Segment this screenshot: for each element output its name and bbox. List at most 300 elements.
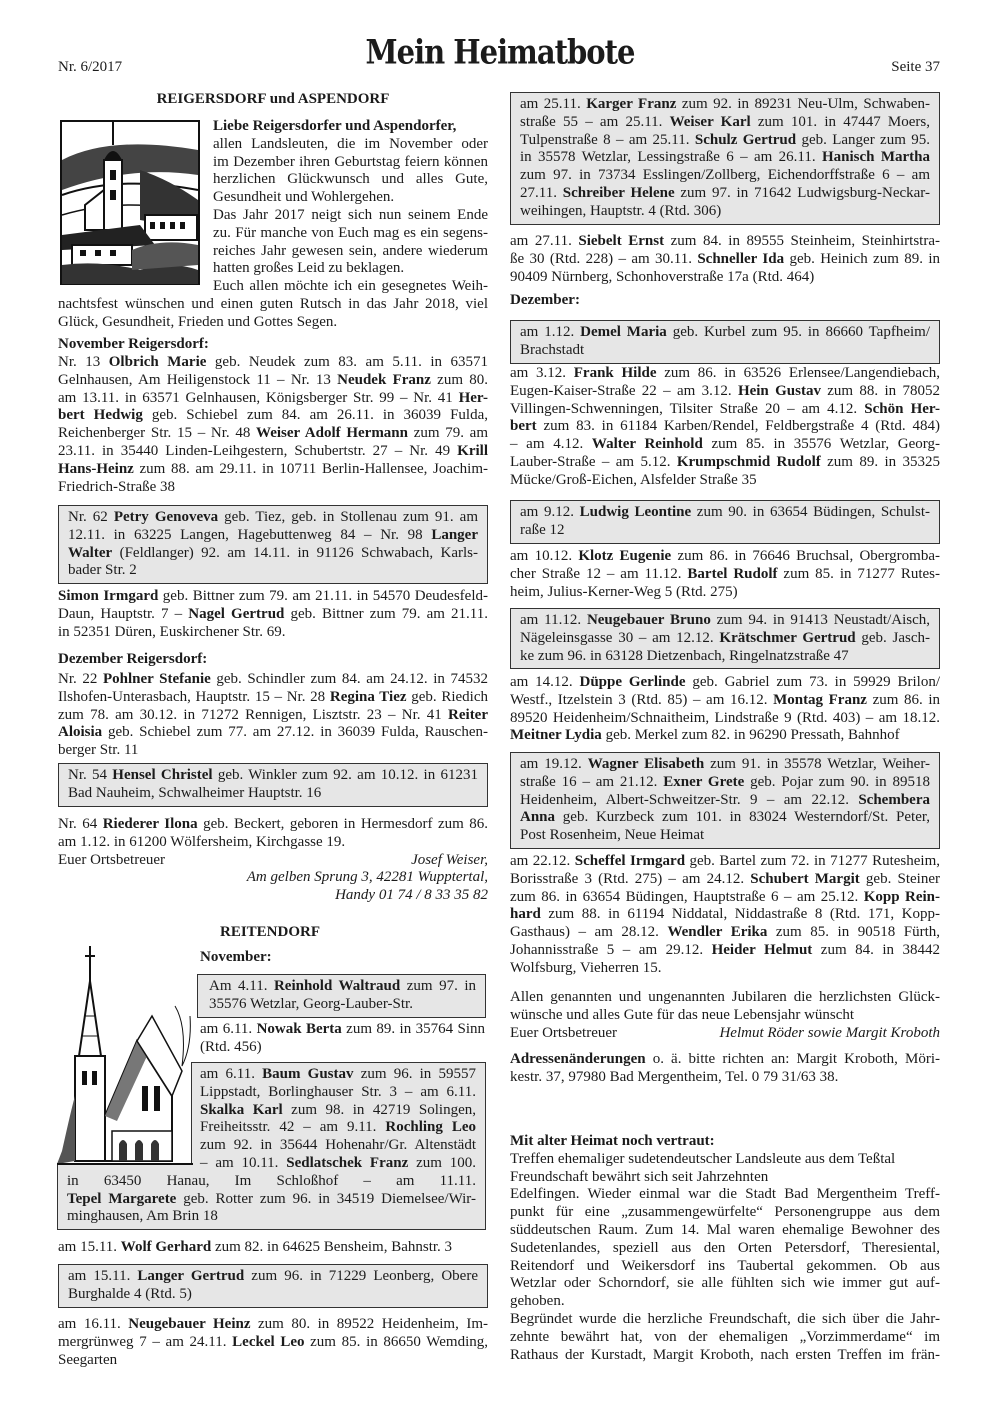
- person-name: Kopp Rein-: [863, 888, 940, 905]
- person-name: Rochling Leo: [385, 1119, 476, 1136]
- birthday-entry: [58, 1239, 488, 1257]
- text-line: [520, 827, 930, 845]
- highlight-box: [58, 505, 488, 584]
- text-line: [510, 365, 940, 383]
- text-segment: zum 91. in 35578 Wetzlar, Weiher-: [704, 756, 931, 772]
- person-name: Krätschmer Gertrud: [719, 629, 856, 646]
- text-segment: am 15.11.: [58, 1239, 121, 1255]
- text-segment: Eugen-Kaiser-Straße 22 – am 3.12.: [510, 382, 738, 399]
- village-illustration: [60, 120, 200, 285]
- paragraph: [520, 612, 930, 665]
- text-segment: 90409 Nürnberg, Schonhoverstraße 17a (Rtd. 464): [510, 268, 815, 285]
- text-segment: in 63450 Hanau, Im Schloßhof – am 11.11.: [67, 1172, 476, 1189]
- text-segment: am 22.12.: [510, 853, 575, 869]
- text-line: [510, 871, 940, 889]
- text-segment: am 6.11.: [200, 1021, 257, 1037]
- text-segment: geb. Tiez, geb. in Stollenau zum 91. am: [218, 509, 478, 525]
- text-segment: am 11.12.: [520, 612, 587, 628]
- text-line: [67, 1208, 476, 1226]
- text-segment: Reichenberger Str. 15 – Nr. 48: [58, 425, 257, 442]
- text-line: [520, 342, 930, 360]
- person-name: bert: [510, 418, 537, 435]
- text-segment: Bad Nauheim, Schwalheimer Hauptstr. 16: [68, 784, 322, 801]
- text-line: [520, 612, 930, 630]
- text-segment: zum 97. in 73734 Esslingen/Zollberg, Eichendorffstraße 6 – am: [520, 167, 930, 184]
- person-name: Schubert Margit: [750, 870, 860, 887]
- text-line: [58, 689, 488, 707]
- text-line: [58, 742, 488, 760]
- text-segment: berger Str. 11: [58, 742, 139, 759]
- signature-names: Helmut Röder sowie Margit Kroboth: [719, 1024, 940, 1041]
- person-name: Pohlner Stefanie: [102, 671, 211, 687]
- article: [510, 1133, 940, 1364]
- text-segment: Am 4.11.: [209, 978, 274, 994]
- paragraph: [200, 1021, 485, 1057]
- section-title-reitendorf: REITENDORF: [219, 924, 320, 940]
- text-line: [520, 504, 930, 522]
- page-number: Seite 37: [891, 59, 940, 75]
- text-segment: zum 78. am 30.12. in 71272 Rennigen, Lisztstr. 23 – Nr. 41: [58, 706, 449, 723]
- text-segment: Mücke/Groß-Eichen, Alsfelder Straße 35: [510, 471, 757, 488]
- text-line: [510, 1258, 940, 1276]
- text-line: [520, 648, 930, 666]
- text-segment: Ilshofen-Unterasbach, Hauptstr. 15 – Nr. 28: [58, 688, 330, 705]
- text-line: [58, 296, 488, 314]
- text-line: [68, 509, 478, 527]
- highlight-box: [510, 92, 940, 225]
- text-line: [58, 1334, 488, 1352]
- paragraph: [510, 853, 940, 978]
- text-segment: Heidenheim, Albert-Schweitzer-Str. 9 – am 22.12.: [520, 791, 859, 808]
- church-illustration: [57, 946, 193, 1166]
- text-line: [510, 584, 940, 602]
- text-segment: zum 79. am: [408, 425, 488, 442]
- text-line: [58, 443, 488, 461]
- text-segment: Euch allen möchte ich ein gesegnetes Weih-: [213, 278, 488, 295]
- text-segment: 27.11.: [520, 184, 563, 201]
- person-name: Nowak Berta: [256, 1021, 342, 1037]
- person-name: Aloisia: [58, 724, 103, 741]
- text-segment: Begründet wurde die herzliche Freundschaft, die sich über die Jahr-: [510, 1310, 940, 1327]
- text-line: [58, 816, 488, 834]
- text-segment: reiches Jahr gewesen sein, andere wiederum: [213, 242, 488, 259]
- person-name: Leckel Leo: [232, 1333, 305, 1350]
- birthday-entry: [200, 1021, 485, 1057]
- text-segment: am 25.11.: [520, 96, 587, 112]
- text-segment: zum 89. in 35325: [820, 453, 940, 470]
- text-line: [520, 167, 930, 185]
- text-line: [520, 149, 930, 167]
- text-segment: zum 84. in 89555 Steinheim, Steinhirtstra-: [664, 233, 940, 249]
- person-name: Langer Gertrud: [137, 1268, 245, 1284]
- text-segment: am 15.11.: [68, 1268, 138, 1284]
- person-name: Weiser Adolf Hermann: [256, 425, 408, 442]
- person-name: Petry Genoveva: [113, 509, 219, 525]
- text-segment: zum 88. in 61194 Niddatal, Niddastraße 8 (Rtd. 171, Kopp-: [540, 906, 940, 923]
- text-segment: am 16.11.: [58, 1316, 129, 1332]
- text-segment: geb. Neudek zum 83. am 5.11. in 63571: [206, 354, 489, 370]
- text-segment: Gesundheit und Wohlergehen.: [213, 189, 395, 206]
- text-line: [510, 1222, 940, 1240]
- paragraph: [68, 767, 478, 803]
- person-name: Riederer Ilona: [102, 816, 198, 832]
- text-segment: zum 85. in 86650 Wemding,: [304, 1333, 489, 1350]
- text-line: [68, 767, 478, 785]
- person-name: Exner Grete: [663, 773, 745, 790]
- text-segment: gehoben.: [510, 1293, 565, 1310]
- text-line: [58, 314, 488, 332]
- signature-label: Euer Ortsbetreuer: [510, 1024, 618, 1041]
- text-segment: geb. Schindler zum 84. am 24.12. in 74532: [210, 671, 489, 687]
- person-name: Demel Maria: [580, 324, 667, 340]
- signature-line: [510, 1025, 940, 1043]
- text-segment: minghausen, Am Brin 18: [67, 1208, 218, 1225]
- signature-name: Josef Weiser,: [411, 851, 488, 868]
- text-segment: 12.11. in 63225 Langen, Hagebuttenweg 84 – Nr. 98: [68, 526, 432, 543]
- november-reigersdorf-heading: November Reigersdorf:: [58, 336, 209, 352]
- text-segment: am 14.12.: [510, 674, 580, 690]
- text-segment: zum 83. in 61184 Karben/Rendel, Feldbergstraße 4 (Rtd. 484): [536, 418, 940, 435]
- text-line: [520, 630, 930, 648]
- paragraph: [520, 96, 930, 221]
- text-segment: Johannisstraße 5 – am 29.12.: [510, 941, 712, 958]
- text-segment: Nr. 62: [68, 509, 114, 525]
- text-segment: Lauber-Straße – am 5.12.: [510, 453, 677, 470]
- person-name: Neudek Franz: [337, 371, 431, 388]
- person-name: Neugebauer Heinz: [128, 1316, 251, 1332]
- person-name: Tepel Margarete: [67, 1190, 177, 1207]
- highlight-box: [510, 500, 940, 544]
- text-line: [510, 1151, 940, 1169]
- text-line: [520, 114, 930, 132]
- text-segment: am 6.11.: [200, 1066, 263, 1082]
- text-segment: Nr. 22: [58, 671, 103, 687]
- text-line: [68, 545, 478, 563]
- dezember-reigersdorf-list-2: [58, 816, 488, 905]
- text-segment: geb. Schiebel zum 84. am 26.11. in 36039 Fulda,: [142, 407, 488, 424]
- text-line: [209, 978, 476, 996]
- paragraph: [58, 1316, 488, 1369]
- text-line: [510, 1169, 940, 1187]
- text-line: [510, 1347, 940, 1365]
- paragraph: [520, 324, 930, 360]
- text-segment: zu. Für manche von Euch mag es ein segens-: [213, 224, 488, 241]
- text-segment: Borisstraße 3 (Rtd. 275) – am 24.12.: [510, 870, 751, 887]
- text-line: [510, 383, 940, 401]
- text-segment: geb. Steiner: [859, 870, 941, 887]
- text-line: [58, 407, 488, 425]
- address-change-note: [510, 1051, 940, 1087]
- text-line: [68, 785, 478, 803]
- text-segment: zum 92. in 35644 Hohenahr/Gr. Altenstädt: [200, 1137, 476, 1154]
- birthday-entry: [58, 816, 488, 852]
- paragraph: [68, 1268, 478, 1304]
- text-line: [510, 960, 940, 978]
- text-segment: ke zum 96. in 63128 Dietzenbach, Ringelnatzstraße 47: [520, 647, 849, 664]
- text-segment: zum 86. in 63654 Büdingen, Hauptstraße 6 – am 25.12.: [510, 888, 864, 905]
- text-segment: Rathaus der Kurstadt, Margit Kroboth, nach ersten Treffen im frän-: [510, 1346, 940, 1363]
- text-line: [510, 1007, 940, 1025]
- text-line: [510, 566, 940, 584]
- person-name: Scheffel Irmgard: [574, 853, 686, 869]
- paragraph: [68, 509, 478, 580]
- signature-address: Am gelben Sprung 3, 42281 Wupptertal,: [246, 869, 488, 886]
- paragraph: [58, 354, 488, 496]
- text-segment: Sudetenlandes, speziell aus den Orten Petersdorf, Theresiental,: [510, 1239, 940, 1256]
- text-segment: 35576 Wetzlar, Georg-Lauber-Str.: [209, 995, 413, 1012]
- text-segment: geb. Jasch-: [855, 629, 930, 646]
- person-name: Olbrich Marie: [108, 354, 207, 370]
- text-segment: Daun, Hauptstr. 7 –: [58, 605, 189, 622]
- text-line: [58, 425, 488, 443]
- text-line: [58, 479, 488, 497]
- text-segment: zum 86. in 63526 Erlensee/Langendiebach,: [656, 365, 940, 381]
- text-line: [510, 889, 940, 907]
- text-segment: zum 89. in 35764 Sinn: [341, 1021, 485, 1037]
- text-segment: zum 80. in 89522 Heidenheim, Im-: [250, 1316, 488, 1332]
- text-segment: in 52351 Düren, Euskirchener Str. 69.: [58, 623, 286, 640]
- text-line: [510, 1240, 940, 1258]
- text-segment: am 9.12.: [520, 504, 580, 520]
- article-body: [510, 1151, 940, 1365]
- text-segment: Allen genannten und ungenannten Jubilaren die herzlichsten Glück-: [510, 989, 940, 1005]
- paragraph: [58, 588, 488, 641]
- text-segment: zum 86. in 76646 Bruchsal, Obergromba-: [671, 548, 940, 564]
- person-name: Düppe Gerlinde: [579, 674, 686, 690]
- text-segment: o. ä. bitte richten an: Margit Kroboth, Möri-: [645, 1051, 940, 1067]
- text-line: [510, 1204, 940, 1222]
- text-segment: punkt für eine „zusammengewürfelte“ Personengruppe aus dem: [510, 1204, 940, 1221]
- text-segment: straße 16 – am 21.12.: [520, 773, 664, 790]
- text-segment: Nr. 54: [68, 767, 113, 783]
- signature-line: [58, 852, 488, 870]
- text-line: [510, 233, 940, 251]
- text-segment: weihingen, Hauptstr. 4 (Rtd. 306): [520, 202, 722, 219]
- text-segment: wünsche und alles Gute für das neue Lebensjahr wünscht: [510, 1006, 855, 1023]
- text-segment: zum 101. in 47447 Moers,: [750, 113, 930, 130]
- person-name: Schneller Ida: [697, 250, 785, 267]
- november-reigersdorf-list-2: [58, 588, 488, 641]
- text-line: [68, 1268, 478, 1286]
- text-line: [520, 203, 930, 221]
- text-line: [200, 1021, 485, 1039]
- text-segment: mergrünweg 7 – am 24.11.: [58, 1333, 233, 1350]
- text-segment: geb. Bartel zum 72. in 71277 Rutesheim,: [685, 853, 941, 869]
- text-line: [510, 436, 940, 454]
- text-segment: straße 55 – am 25.11.: [520, 113, 670, 130]
- signature-phone: Handy 01 74 / 8 33 35 82: [335, 887, 488, 904]
- person-name: Walter Reinhold: [591, 436, 703, 453]
- text-segment: zum 90. in 63654 Büdingen, Schulst-: [691, 504, 931, 520]
- text-segment: nachtsfest wünschen und einen guten Rutsch in das Jahr 2018, viel: [58, 295, 488, 312]
- text-segment: hatten großes Leid zu beklagen.: [213, 260, 405, 277]
- text-segment: zum 85. in 71277 Rutes-: [777, 565, 941, 582]
- text-segment: Westf., Itzelstein 3 (Rtd. 85) – am 16.12.: [510, 691, 774, 708]
- person-name: Simon Irmgard: [58, 588, 159, 604]
- person-name: Wolf Gerhard: [120, 1239, 212, 1255]
- text-line: [58, 1316, 488, 1334]
- birthday-entry: [510, 233, 940, 286]
- paragraph: [209, 978, 476, 1014]
- person-name: Hans-Heinz: [58, 460, 134, 477]
- text-line: [510, 1311, 940, 1329]
- text-segment: Brachstadt: [520, 341, 585, 358]
- person-name: Reiter: [448, 706, 488, 723]
- text-line: [510, 853, 940, 871]
- text-line: [520, 756, 930, 774]
- text-segment: 23.11. in 35440 Linden-Leihgestern, Schubertstr. 27 – Nr. 49: [58, 442, 458, 459]
- text-segment: Treffen ehemaliger sudetendeutscher Landsleute aus dem Teßtal: [510, 1150, 896, 1167]
- text-line: [510, 251, 940, 269]
- paragraph: [58, 1239, 488, 1257]
- text-segment: Glück, Gesundheit, Frieden und Gottes Segen.: [58, 313, 338, 330]
- text-segment: Wolfsburg, Vieherren 15.: [510, 959, 662, 976]
- text-line: [510, 1051, 940, 1069]
- text-line: [200, 1039, 485, 1057]
- text-segment: Post Rosenheim, Neue Heimat: [520, 827, 705, 844]
- text-line: [510, 1069, 940, 1087]
- reitendorf-november-heading: November:: [200, 949, 272, 965]
- person-name: Wendler Erika: [667, 924, 768, 941]
- person-name: hard: [510, 906, 541, 923]
- person-name: Krill: [457, 442, 488, 459]
- highlight-box: [510, 320, 940, 364]
- text-line: [209, 996, 476, 1014]
- person-name: Montag Franz: [773, 691, 867, 708]
- text-segment: geb. Langer zum 95.: [796, 131, 930, 148]
- person-name: Skalka Karl: [200, 1101, 283, 1118]
- text-segment: – am 4.12.: [510, 436, 592, 453]
- text-line: [58, 461, 488, 479]
- closing-text: [510, 989, 940, 1025]
- text-line: [520, 774, 930, 792]
- text-segment: zum 86. in: [866, 691, 941, 708]
- paragraph: [510, 674, 940, 745]
- text-line: [58, 588, 488, 606]
- person-name: Schreiber Helene: [562, 184, 675, 201]
- text-line: [67, 1173, 476, 1191]
- text-segment: zum 84. in 38442: [812, 941, 940, 958]
- text-segment: – am 10.11.: [200, 1154, 287, 1171]
- text-line: [510, 1329, 940, 1347]
- text-segment: im Dezember ihren Geburtstag feiern können: [213, 153, 488, 170]
- person-name: Langer: [431, 526, 478, 543]
- text-line: [510, 906, 940, 924]
- text-segment: Das Jahr 2017 neigt sich nun seinem Ende: [213, 206, 488, 223]
- signature-label: Euer Ortsbetreuer: [58, 851, 166, 868]
- birthday-entry: [510, 674, 940, 745]
- text-line: [510, 418, 940, 436]
- person-name: Schön Her-: [864, 400, 940, 417]
- text-segment: süddeutschen Raum. Zum 14. Mal waren ehemalige Bewohner des: [510, 1221, 940, 1238]
- text-segment: Gasthaus) – am 28.12.: [510, 924, 668, 941]
- text-segment: am 27.11.: [510, 233, 579, 249]
- paragraph: [510, 233, 940, 286]
- text-segment: zum 98. in 42719 Solingen,: [282, 1101, 477, 1118]
- text-line: [58, 606, 488, 624]
- person-name: Wagner Elisabeth: [587, 756, 705, 772]
- text-segment: Freiheitsstr. 42 – am 9.11.: [200, 1119, 386, 1136]
- text-line: [520, 132, 930, 150]
- text-segment: Friedrich-Straße 38: [58, 478, 176, 495]
- text-line: [520, 185, 930, 203]
- person-name: Baum Gustav: [262, 1066, 354, 1082]
- person-name: Hensel Christel: [112, 767, 213, 783]
- text-line: [58, 372, 488, 390]
- person-name: Siebelt Ernst: [578, 233, 665, 249]
- text-line: [520, 522, 930, 540]
- text-segment: Reitendorf und Weikersdorf ins Taubertal gekommen. Ob aus: [510, 1257, 940, 1274]
- dezember-reigersdorf-heading: Dezember Reigersdorf:: [58, 651, 208, 667]
- text-segment: zum 97. in 71642 Ludwigsburg-Neckar-: [674, 184, 930, 201]
- text-segment: Wetzlar oder Schorndorf, sie alle fühlten sich wie immer gut auf-: [510, 1275, 940, 1292]
- text-line: [510, 1186, 940, 1204]
- text-segment: am 19.12.: [520, 756, 588, 772]
- text-segment: zum 96. in 59557: [353, 1066, 476, 1082]
- text-segment: Nr. 13: [58, 354, 109, 370]
- text-segment: zum 82. in 64625 Bensheim, Bahnstr. 3: [211, 1239, 453, 1255]
- text-segment: Burghalde 4 (Rtd. 5): [68, 1285, 192, 1302]
- text-segment: Nr. 64: [58, 816, 103, 832]
- text-line: [510, 674, 940, 692]
- text-line: [510, 1275, 940, 1293]
- text-segment: Villingen-Schwenningen, Tilsiter Straße 20 – am 4.12.: [510, 400, 865, 417]
- paragraph: [510, 1169, 940, 1187]
- text-line: [520, 809, 930, 827]
- person-name: Regina Tiez: [329, 688, 407, 705]
- text-line: [510, 692, 940, 710]
- paragraph: [510, 1311, 940, 1364]
- section-title-reigersdorf: REIGERSDORF und ASPENDORF: [156, 91, 390, 107]
- text-segment: Nägeleinsgasse 30 – am 12.12.: [520, 629, 720, 646]
- person-name: Her-: [458, 389, 488, 406]
- birthday-entry: [58, 1316, 488, 1369]
- text-line: [510, 472, 940, 490]
- highlight-box: [58, 763, 488, 807]
- paragraph: [58, 278, 488, 331]
- person-name: bert Hedwig: [58, 407, 143, 424]
- text-line: [68, 1286, 478, 1304]
- text-line: [520, 324, 930, 342]
- text-line: [510, 989, 940, 1007]
- text-line: [510, 454, 940, 472]
- text-segment: geb. Merkel zum 82. in 96290 Pressath, Bahnhof: [601, 727, 900, 744]
- text-segment: zum 96. in 71229 Leonberg, Obere: [244, 1268, 478, 1284]
- text-segment: zum 88. am 29.11. in 10711 Berlin-Hallensee, Joachim-: [133, 460, 488, 477]
- person-name: Weiser Karl: [669, 113, 751, 130]
- text-line: [510, 269, 940, 287]
- text-segment: 89520 Heidenheim/Schnaitheim, Lindstraße 9 (Rtd. 403) – am 18.12.: [510, 709, 940, 726]
- text-segment: geb. Beckert, geboren in Hermesdorf zum 86.: [197, 816, 488, 832]
- text-segment: geb. Winkler zum 92. am 10.12. in 61231: [212, 767, 478, 783]
- text-segment: (Feldlanger) 92. am 14.11. in 91126 Schwabach, Karls-: [112, 544, 478, 561]
- text-line: [67, 1191, 476, 1209]
- text-segment: am 3.12.: [510, 365, 574, 381]
- text-segment: geb. Pojar zum 90. in 89518: [744, 773, 930, 790]
- paragraph: [510, 365, 940, 490]
- text-line: [58, 707, 488, 725]
- text-segment: am 13.11. in 63571 Gelnhausen, Königsberger Str. 99 – Nr. 41: [58, 389, 459, 406]
- paragraph: [520, 504, 930, 540]
- text-line: [68, 527, 478, 545]
- text-segment: zum 100.: [408, 1154, 476, 1171]
- text-line: [68, 562, 478, 580]
- text-segment: geb. Gabriel zum 73. in 59929 Brilon/: [685, 674, 940, 690]
- paragraph: [58, 816, 488, 852]
- birthday-entry: [510, 853, 940, 978]
- text-segment: zum 85. in 35576 Wetzlar, Georg-: [702, 436, 941, 453]
- text-line: [58, 724, 488, 742]
